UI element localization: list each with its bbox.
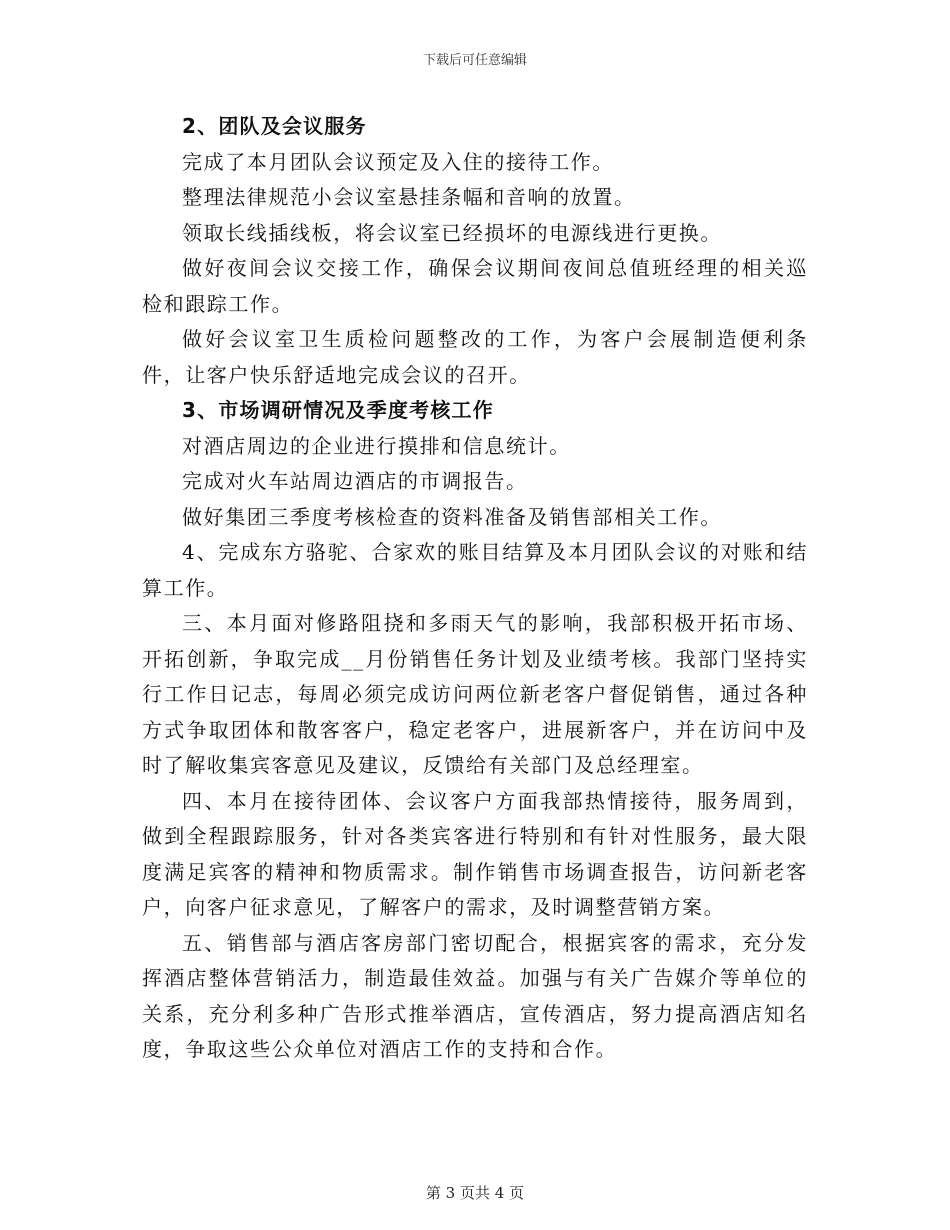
section-heading: 3、市场调研情况及季度考核工作 <box>182 398 494 422</box>
paragraph: 领取长线插线板，将会议室已经损坏的电源线进行更换。 <box>182 220 722 245</box>
paragraph: 4、完成东方骆驼、合家欢的账目结算及本月团队会议的对账和结算工作。 <box>142 540 808 600</box>
section-heading: 2、团队及会议服务 <box>182 114 367 138</box>
paragraph: 做好会议室卫生质检问题整改的工作，为客户会展制造便利条件，让客户快乐舒适地完成会议的召开。 <box>142 327 808 387</box>
paragraph: 五、销售部与酒店客房部门密切配合，根据宾客的需求，充分发挥酒店整体营销活力，制造最佳效益。加强与有关广告媒介等单位的关系，充分利多种广告形式推举酒店，宣传酒店，努力提高酒店知名度，争取这些公众单位对酒店工作的支持和合作。 <box>142 930 808 1061</box>
paragraph: 对酒店周边的企业进行摸排和信息统计。 <box>182 433 571 458</box>
paragraph: 三、本月面对修路阻挠和多雨天气的影响，我部积极开拓市场、开拓创新，争取完成__月份销售任务计划及业绩考核。我部门坚持实行工作日记志，每周必须完成访问两位新老客户督促销售，通过各种方式争取团体和散客客户，稳定老客户，进展新客户，并在访问中及时了解收集宾客意见及建议，反馈给有关部门及总经理室。 <box>142 611 808 777</box>
paragraph: 完成对火车站周边酒店的市调报告。 <box>182 469 528 493</box>
paragraph: 做好夜间会议交接工作，确保会议期间夜间总值班经理的相关巡检和跟踪工作。 <box>142 256 808 316</box>
page-number: 第 3 页共 4 页 <box>425 1184 525 1202</box>
paragraph: 做好集团三季度考核检查的资料准备及销售部相关工作。 <box>182 504 722 529</box>
paragraph: 四、本月在接待团体、会议客户方面我部热情接待，服务周到，做到全程跟踪服务，针对各类宾客进行特别和有针对性服务，最大限度满足宾客的精神和物质需求。制作销售市场调查报告，访问新老客户，向客户征求意见，了解客户的需求，及时调整营销方案。 <box>142 788 808 919</box>
document-body <box>142 109 808 1068</box>
paragraph: 整理法律规范小会议室悬挂条幅和音响的放置。 <box>182 185 636 209</box>
page-header: 下载后可任意编辑 <box>422 53 527 68</box>
paragraph: 完成了本月团队会议预定及入住的接待工作。 <box>182 149 614 174</box>
